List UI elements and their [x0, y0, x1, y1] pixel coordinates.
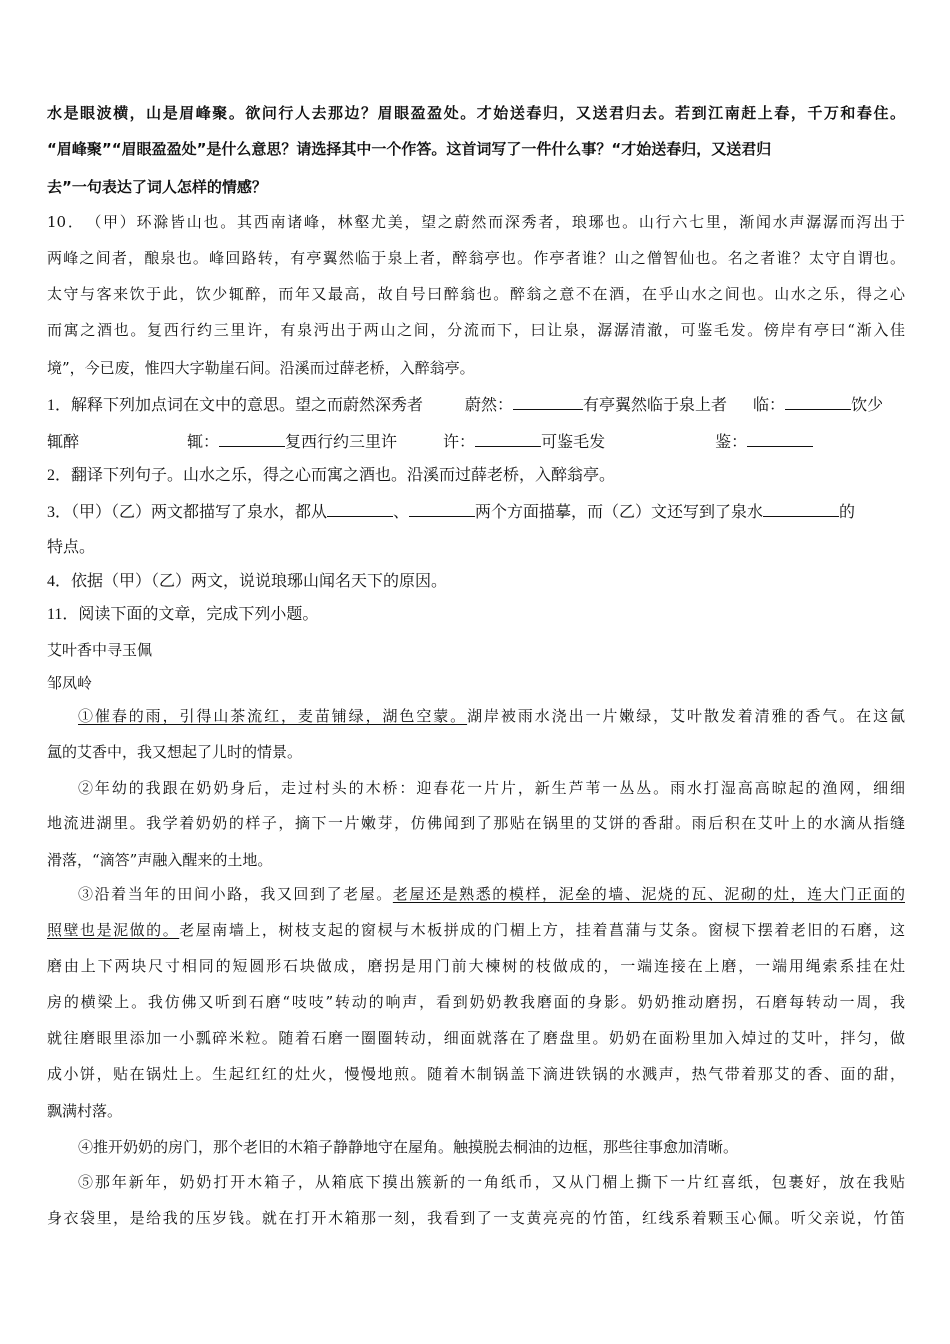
paragraph-3-start: ③沿着当年的田间小路，我又回到了老屋。 [78, 885, 393, 903]
q10-sub3-end: 的 [839, 504, 856, 521]
q10-sub3-line-1 [47, 500, 855, 523]
article-title: 艾叶香中寻玉佩 [47, 641, 153, 659]
paragraph-3-text: 老屋南墙上，树枝支起的窗棂与木板拼成的门楣上方，挂着菖蒲与艾条。窗棂下摆着老旧的石磨，这 [179, 921, 905, 939]
paragraph-4: ④推开奶奶的房门，那个老旧的木箱子静静地守在屋角。触摸脱去桐油的边框，那些往事愈加清晰。 [78, 1138, 739, 1156]
answer-blank-weiran[interactable] [513, 393, 583, 410]
q10-sub3-separator: 、 [393, 504, 410, 521]
q10-sub2: 2．翻译下列句子。山水之乐，得之心而寓之酒也。沿溪而过薛老桥，入醉翁亭。 [47, 467, 616, 484]
q10-sub1-line-1 [47, 393, 883, 416]
phrase-lin: 有亭翼然临于泉上者 [583, 397, 728, 414]
paragraph-5-line-1: ⑤那年新年，奶奶打开木箱子，从箱底下摸出簇新的一角纸币，又从门楣上撕下一片红喜纸，包裹好，放在我贴 [78, 1173, 905, 1191]
q10-sub1-prompt: 1．解释下列加点词在文中的意思。望之而蔚然深秀者 [47, 397, 424, 414]
label-jian: 鉴： [715, 434, 748, 451]
q10-sub4: 4．依据（甲）（乙）两文，说说琅琊山闻名天下的原因。 [47, 573, 448, 590]
paragraph-3-line-1 [78, 884, 905, 904]
q10-passage-line-2: 两峰之间者，酿泉也。峰回路转，有亭翼然临于泉上者，醉翁亭也。作亭者谁？山之僧智仙也。名之者谁？太守自谓也。 [47, 249, 905, 267]
underlined-sentence-2a: 老屋还是熟悉的模样，泥垒的墙、泥烧的瓦、泥砌的灶，连大门正面的 [392, 885, 905, 903]
q10-sub3-prompt: 3．（甲）（乙）两文都描写了泉水，都从 [47, 504, 328, 521]
q10-passage-line-1: 10． （甲）环滁皆山也。其西南诸峰，林壑尤美，望之蔚然而深秀者，琅琊也。山行六七里，渐闻水声潺潺而泻出于 [47, 213, 905, 231]
paragraph-3-line-2 [47, 920, 905, 940]
poem-question-line-3: 去”一句表达了词人怎样的情感？ [47, 178, 267, 196]
paragraph-1-line-1 [78, 706, 905, 726]
article-author: 邹凤岭 [47, 674, 93, 692]
underlined-sentence-1: ①催春的雨，引得山茶流红，麦苗铺绿，湖色空蒙。 [78, 707, 468, 725]
q11-intro: 11．阅读下面的文章，完成下列小题。 [47, 606, 319, 623]
answer-blank-feature[interactable] [763, 500, 839, 517]
phrase-xu: 复西行约三里许 [285, 434, 398, 451]
underlined-sentence-2b: 照壁也是泥做的。 [47, 921, 180, 939]
paragraph-3-line-7: 飘满村落。 [47, 1102, 123, 1120]
label-lin: 临： [753, 397, 786, 414]
paragraph-1-text: 湖岸被雨水浇出一片嫩绿，艾叶散发着清雅的香气。在这氤 [467, 707, 905, 725]
answer-blank-aspect-1[interactable] [327, 500, 393, 517]
poem-question-line-2: “眉峰聚”“眉眼盈盈处”是什么意思？请选择其中一个作答。这首词写了一件什么事？“才始送春归，又送君归 [47, 140, 772, 158]
label-xu: 许： [443, 434, 476, 451]
answer-blank-zhe[interactable] [219, 430, 285, 447]
phrase-zhezui: 辄醉 [47, 434, 80, 451]
paragraph-3-line-3: 磨由上下两块尺寸相同的短圆形石块做成，磨拐是用门前大楝树的枝做成的，一端连接在上磨，一端用绳索系挂在灶 [47, 957, 905, 975]
paragraph-3-line-6: 成小饼，贴在锅灶上。生起红红的灶火，慢慢地煎。随着木制锅盖下滴进铁锅的水溅声，热气带着那艾的香、面的甜， [47, 1065, 905, 1083]
answer-blank-jian[interactable] [747, 430, 813, 447]
q10-passage-line-3: 太守与客来饮于此，饮少辄醉，而年又最高，故自号曰醉翁也。醉翁之意不在酒，在乎山水之间也。山水之乐，得之心 [47, 285, 905, 303]
answer-blank-xu[interactable] [475, 430, 541, 447]
q10-sub3-middle: 两个方面描摹，而（乙）文还写到了泉水 [475, 504, 764, 521]
q10-passage-line-4: 而寓之酒也。复西行约三里许，有泉沔出于两山之间，分流而下，曰让泉，潺潺清澈，可鉴毛发。傍岸有亭曰“渐入佳 [47, 321, 905, 339]
paragraph-5-line-2: 身衣袋里，是给我的压岁钱。就在打开木箱那一刻，我看到了一支黄亮亮的竹笛，红线系着颗玉心佩。听父亲说，竹笛 [47, 1209, 905, 1227]
paragraph-2-line-3: 滑落，“滴答”声融入醒来的土地。 [47, 851, 273, 869]
paragraph-2-line-2: 地流进湖里。我学着奶奶的样子，摘下一片嫩芽，仿佛闻到了那贴在锅里的艾饼的香甜。雨后积在艾叶上的水滴从指缝 [47, 814, 905, 832]
label-zhe: 辄： [187, 434, 220, 451]
q10-sub3-line-2: 特点。 [47, 539, 96, 556]
q10-sub1-line-2 [47, 430, 813, 453]
phrase-jian: 可鉴毛发 [541, 434, 606, 451]
answer-blank-lin[interactable] [785, 393, 851, 410]
paragraph-3-line-4: 房的横梁上。我仿佛又听到石磨“吱吱”转动的响声，看到奶奶教我磨面的身影。奶奶推动磨拐，石磨每转动一周，我 [47, 993, 905, 1011]
poem-line-1: 水是眼波横，山是眉峰聚。欲问行人去那边？眉眼盈盈处。才始送春归，又送君归去。若到江南赶上春，千万和春住。 [47, 104, 905, 122]
q10-passage-line-5: 境”，今已废，惟四大字勒崖石间。沿溪而过薛老桥，入醉翁亭。 [47, 359, 475, 377]
phrase-yinshao: 饮少 [851, 397, 884, 414]
paragraph-1-line-2: 氲的艾香中，我又想起了儿时的情景。 [47, 743, 303, 761]
paragraph-2-line-1: ②年幼的我跟在奶奶身后，走过村头的木桥：迎春花一片片，新生芦苇一丛丛。雨水打湿高高晾起的渔网，细细 [78, 779, 905, 797]
paragraph-3-line-5: 就往磨眼里添加一小瓢碎米粒。随着石磨一圈圈转动，细面就落在了磨盘里。奶奶在面粉里加入焯过的艾叶，拌匀，做 [47, 1029, 905, 1047]
label-weiran: 蔚然： [465, 397, 514, 414]
answer-blank-aspect-2[interactable] [409, 500, 475, 517]
